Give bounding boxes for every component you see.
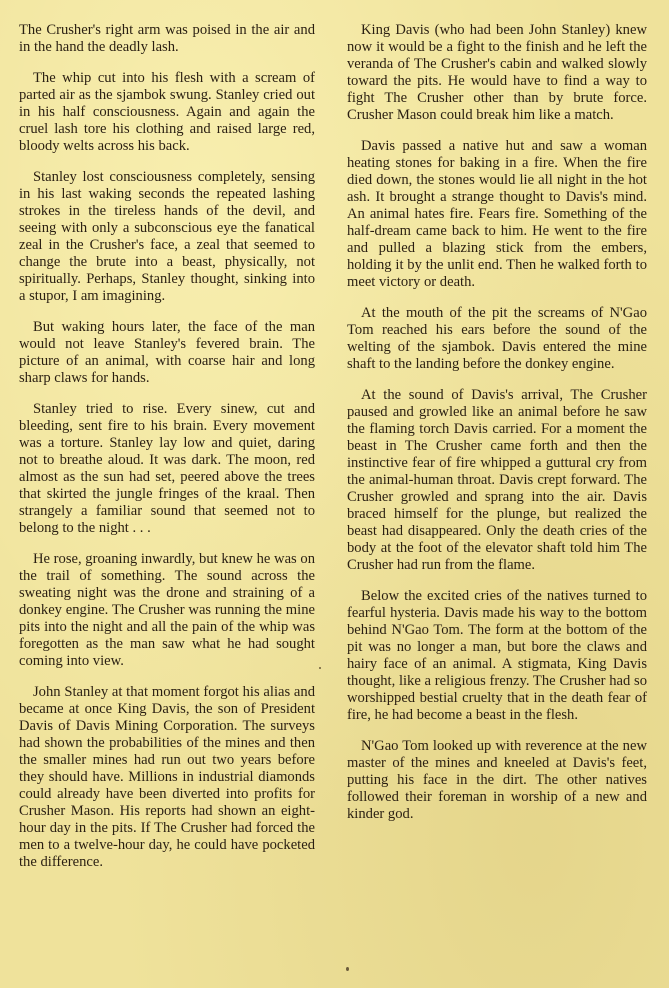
paragraph: Stanley lost consciousness completely, sensing in his last waking seconds the repeated lashing strokes in the tireless hands of the devil, and seeing with only a subconscious eye the fanatical zeal in the Crusher's face, a zeal that seemed to change the brute into a beast, physically, not spiritually. Perhaps, Stanley thought, sinking into a stupor, I am imagining. (19, 169, 315, 304)
right-column (347, 22, 647, 837)
paragraph: The Crusher's right arm was poised in the air and in the hand the deadly lash. (19, 22, 315, 55)
paragraph: He rose, groaning inwardly, but knew he was on the trail of something. The sound across the sweating night was the drone and straining of a donkey engine. The Crusher was running the mine pits into the night and all the pain of the whip was foregotten as the man saw what he had sought coming into view. (19, 551, 315, 669)
paragraph: Below the excited cries of the natives turned to fearful hysteria. Davis made his way to the bottom behind N'Gao Tom. The form at the bottom of the pit was no longer a man, but bore the claws and hairy face of an animal. A stigmata, King Davis thought, like a religious frenzy. The Crusher had so worshipped bestial cruelty that in the death fear of fire, he had become a beast in the flesh. (347, 588, 647, 723)
paper-speck (346, 967, 349, 971)
paragraph: King Davis (who had been John Stanley) knew now it would be a fight to the finish and he left the veranda of The Crusher's cabin and walked slowly toward the pits. He would have to find a way to fight The Crusher other than by brute force. Crusher Mason could break him like a match. (347, 22, 647, 123)
paragraph: But waking hours later, the face of the man would not leave Stanley's fevered brain. The picture of an animal, with coarse hair and long sharp claws for hands. (19, 319, 315, 386)
paper-speck (319, 667, 321, 669)
left-column (19, 22, 315, 885)
paragraph: John Stanley at that moment forgot his alias and became at once King Davis, the son of President Davis of Davis Mining Corporation. The surveys had shown the probabilities of the mines and then the smaller mines had run out two years before they should have. Millions in industrial diamonds could already have been diverted into profits for Crusher Mason. His reports had shown an eight-hour day in the pits. If The Crusher had forced the men to a twelve-hour day, he could have pocketed the difference. (19, 684, 315, 870)
paragraph: At the sound of Davis's arrival, The Crusher paused and growled like an animal before he saw the flaming torch Davis carried. For a moment the beast in The Crusher came forth and then the instinctive fear of fire whipped a guttural cry from the animal-human throat. Davis crept forward. The Crusher growled and sprang into the air. Davis braced himself for the plunge, but realized the beast had disappeared. Only the death cries of the body at the foot of the elevator shaft told him The Crusher had run from the flame. (347, 387, 647, 573)
paragraph: Stanley tried to rise. Every sinew, cut and bleeding, sent fire to his brain. Every movement was a torture. Stanley lay low and quiet, daring not to breathe aloud. It was dark. The moon, red almost as the sun had set, peered above the trees that skirted the jungle fringes of the kraal. Then strangely a familiar sound that seemed not to belong to the night . . . (19, 401, 315, 536)
paragraph: The whip cut into his flesh with a scream of parted air as the sjambok swung. Stanley cried out in his half consciousness. Again and again the cruel lash tore his clothing and raised large red, bloody welts across his back. (19, 70, 315, 154)
paragraph: At the mouth of the pit the screams of N'Gao Tom reached his ears before the sound of the welting of the sjambok. Davis entered the mine shaft to the landing before the donkey engine. (347, 305, 647, 372)
paragraph: Davis passed a native hut and saw a woman heating stones for baking in a fire. When the fire died down, the stones would lie all night in the hot ash. It brought a strange thought to Davis's mind. An animal hates fire. Fears fire. Something of the half-dream came back to him. He went to the fire and pulled a blazing stick from the embers, holding it by the unlit end. Then he walked forth to meet victory or death. (347, 138, 647, 290)
paragraph: N'Gao Tom looked up with reverence at the new master of the mines and kneeled at Davis's feet, putting his face in the dirt. The other natives followed their foreman in worship of a new and kinder god. (347, 738, 647, 822)
